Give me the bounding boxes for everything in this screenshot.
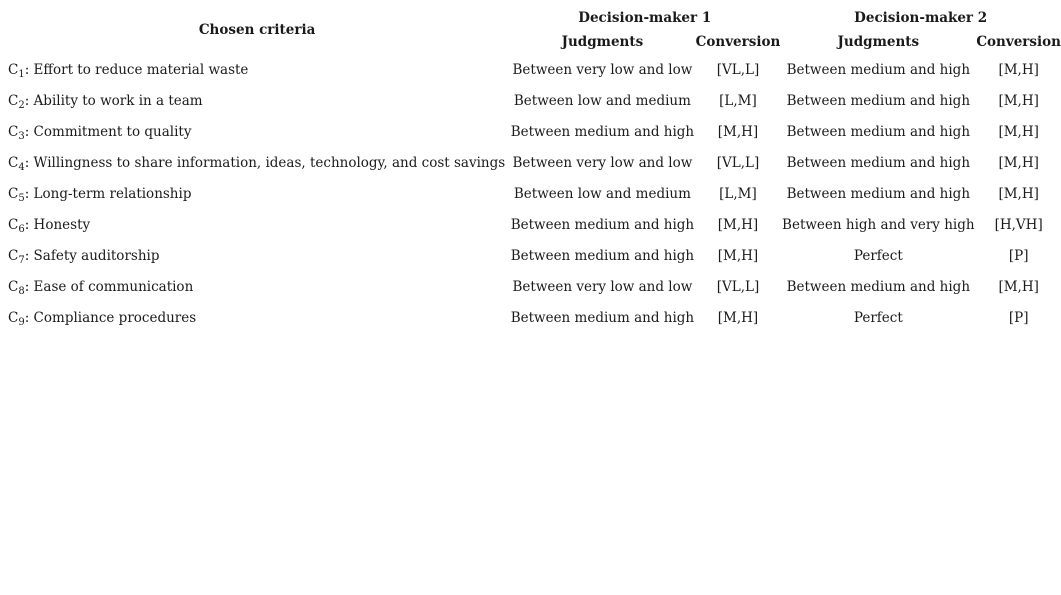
table-row [5,147,1061,178]
dm2-conversion-cell: [M,H] [998,61,1039,78]
criterion-symbol: C [8,154,19,171]
criterion-cell [5,178,509,209]
dm2-judgment-cell: Between medium and high [786,278,971,295]
dm2-judgment-cell: Between medium and high [786,185,971,202]
table-row [5,240,1061,271]
table-row [5,302,1061,333]
table-row [5,209,1061,240]
dm2-judgments-header: Judgments [837,33,920,50]
dm1-conversion-cell: [L,M] [719,185,757,202]
criterion-index: 5 [18,192,25,204]
criteria-table [5,6,1061,333]
table-row [5,271,1061,302]
dm1-judgments-header: Judgments [561,33,644,50]
dm2-conversion-header: Conversion [976,33,1061,50]
dm1-judgment-cell: Between very low and low [512,154,693,171]
criterion-symbol: C [8,309,19,326]
criterion-name: : Safety auditorship [24,247,160,264]
criteria-column-header: Chosen criteria [198,22,316,38]
criterion-symbol: C [8,123,19,140]
dm2-conversion-cell: [M,H] [998,278,1039,295]
table-row [5,178,1061,209]
criterion-name: : Long-term relationship [24,185,192,202]
criterion-name: : Commitment to quality [24,123,192,140]
dm2-judgment-cell: Between medium and high [786,92,971,109]
dm2-conversion-cell: [P] [1008,247,1029,264]
dm1-conversion-cell: [M,H] [717,216,759,233]
criterion-cell [5,116,509,147]
criterion-symbol: C [8,92,19,109]
dm2-conversion-cell: [M,H] [998,123,1039,140]
criterion-index: 4 [18,161,25,173]
criterion-index: 8 [18,285,25,297]
dm2-conversion-cell: [M,H] [998,154,1039,171]
table-row [5,85,1061,116]
dm2-judgment-cell: Perfect [853,247,903,264]
criterion-cell [5,302,509,333]
criterion-cell [5,54,509,85]
dm1-judgment-cell: Between medium and high [510,247,695,264]
dm1-judgment-cell: Between low and medium [513,185,691,202]
dm2-judgment-cell: Between medium and high [786,123,971,140]
dm2-judgment-cell: Between high and very high [782,216,975,233]
dm2-judgment-cell: Between medium and high [786,61,971,78]
criterion-index: 3 [18,130,25,142]
decision-maker-1-header: Decision-maker 1 [578,9,712,26]
criterion-name: : Willingness to share information, ideas, technology, and cost savings [24,154,506,171]
criterion-name: : Honesty [24,216,91,233]
decision-maker-2-header: Decision-maker 2 [854,9,988,26]
criterion-index: 9 [18,316,25,328]
dm1-judgment-cell: Between medium and high [510,216,695,233]
criterion-cell [5,271,509,302]
dm2-conversion-cell: [H,VH] [994,216,1043,233]
criterion-symbol: C [8,216,19,233]
criterion-index: 1 [18,68,25,80]
dm1-judgment-cell: Between low and medium [513,92,691,109]
criterion-name: : Effort to reduce material waste [24,61,249,78]
criterion-name: : Ease of communication [24,278,194,295]
criterion-cell [5,240,509,271]
dm1-conversion-header: Conversion [695,33,781,50]
dm1-conversion-cell: [VL,L] [716,154,760,171]
criterion-index: 2 [18,99,25,111]
criterion-index: 7 [18,254,25,266]
criterion-symbol: C [8,278,19,295]
dm2-judgment-cell: Between medium and high [786,154,971,171]
criterion-cell [5,209,509,240]
dm1-conversion-cell: [M,H] [717,123,759,140]
criterion-symbol: C [8,247,19,264]
dm2-judgment-cell: Perfect [853,309,903,326]
dm2-conversion-cell: [P] [1008,309,1029,326]
criterion-symbol: C [8,185,19,202]
dm1-conversion-cell: [M,H] [717,247,759,264]
table-row [5,54,1061,85]
dm2-conversion-cell: [M,H] [998,92,1039,109]
criterion-cell [5,85,509,116]
table-row [5,116,1061,147]
criterion-symbol: C [8,61,19,78]
dm1-conversion-cell: [VL,L] [716,278,760,295]
criterion-name: : Compliance procedures [24,309,197,326]
dm1-judgment-cell: Between very low and low [512,278,693,295]
dm1-judgment-cell: Between medium and high [510,309,695,326]
criterion-name: : Ability to work in a team [24,92,203,109]
dm1-conversion-cell: [M,H] [717,309,759,326]
header-row-top [5,6,1061,29]
dm2-conversion-cell: [M,H] [998,185,1039,202]
criterion-index: 6 [18,223,25,235]
dm1-conversion-cell: [VL,L] [716,61,760,78]
dm1-conversion-cell: [L,M] [719,92,757,109]
table-body [5,54,1061,333]
dm1-judgment-cell: Between very low and low [512,61,693,78]
criterion-cell [5,147,509,178]
dm1-judgment-cell: Between medium and high [510,123,695,140]
